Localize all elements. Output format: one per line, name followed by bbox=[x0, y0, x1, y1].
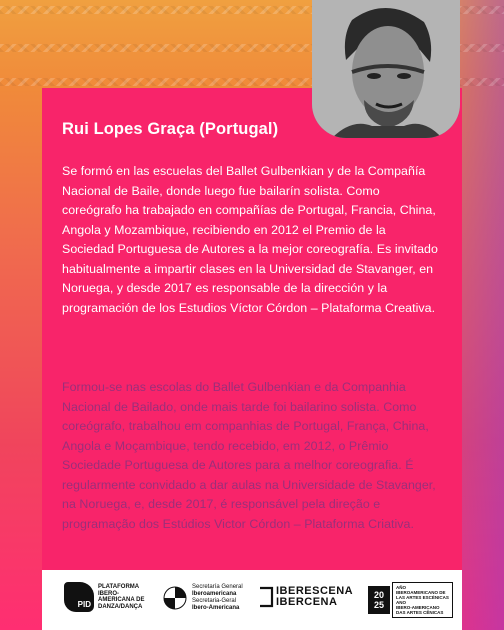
portrait-photo bbox=[312, 0, 460, 138]
iberescena-mark-icon bbox=[258, 586, 274, 608]
award-line: IBERO-AMERICANO bbox=[396, 605, 440, 610]
biography-portuguese: Formou-se nas escolas do Ballet Gulbenkian e da Companhia Nacional de Bailado, onde mais tarde foi bailarino solista. Como coreógrafo, trabalhou em companhias de Portugal, França, China, Angola e Moçambique, tendo recebido, em 2012, o Prêmio Sociedade Portuguesa de Autores para a melhor coreografia. É regularmente convidado a dar aulas na Universidade de Stavanger, na Noruega, e, desde 2017, é responsável pela direção e programação dos Estúdios Victor Córdon – Plataforma Criativa. bbox=[62, 380, 436, 531]
portrait-illustration bbox=[312, 0, 460, 138]
pid-logo-text bbox=[98, 584, 144, 610]
segib-line: Iberoamericana bbox=[192, 590, 237, 597]
award-line: ANO bbox=[396, 600, 406, 605]
pid-line: AMERICANA DE bbox=[98, 597, 145, 603]
pid-line: PLATAFORMA bbox=[98, 584, 140, 590]
pid-line: IBERO- bbox=[98, 590, 119, 597]
award-line: DAS ARTES CÊNICAS bbox=[396, 610, 444, 615]
artist-name: Rui Lopes Graça (Portugal) bbox=[62, 120, 279, 138]
segib-logo[interactable] bbox=[162, 584, 243, 611]
sponsor-footer bbox=[42, 570, 462, 630]
segib-line: Secretaria-Geral bbox=[192, 598, 237, 604]
pid-mark-icon: PID bbox=[64, 582, 94, 612]
biography-spanish: Se formó en las escuelas del Ballet Gulbenkian y de la Compañía Nacional de Baile, donde luego fue bailarín solista. Como coreógrafo ha trabajado en compañías de Portugal, Francia, China, Angola y Mozambique, recibiendo en 2012 el Premio de la Sociedad Portuguesa de Autores a la mejor coreografía. Es invitado habitualmente a impartir clases en la Universidad de Stavanger, en Noruega, y desde 2017 es responsable de la dirección y la programación de los Estudios Víctor Córdon – Plataforma Creativa. bbox=[62, 164, 438, 315]
award-line: AÑO bbox=[396, 585, 406, 590]
award-line: IBEROAMERICANO DE bbox=[396, 590, 446, 595]
award-logo[interactable] bbox=[368, 582, 453, 618]
segib-line: Secretaría General bbox=[192, 584, 243, 590]
year-top: 20 bbox=[373, 590, 384, 600]
segib-line: Ibero-Americana bbox=[192, 604, 240, 611]
pid-logo[interactable] bbox=[64, 582, 144, 612]
award-line: LAS ARTES ESCÉNICAS bbox=[396, 595, 449, 600]
year-bottom: 25 bbox=[373, 600, 384, 610]
iberescena-logo[interactable] bbox=[258, 586, 353, 608]
pid-line: DANZA/DANÇA bbox=[98, 603, 143, 610]
iberescena-logo-text bbox=[276, 586, 353, 608]
segib-mark-icon bbox=[162, 585, 188, 611]
iberescena-line: IBERESCENA bbox=[276, 585, 354, 597]
segib-logo-text bbox=[192, 584, 243, 611]
award-logo-text bbox=[392, 582, 453, 618]
year-badge-icon bbox=[368, 586, 390, 614]
iberescena-line: IBERCENA bbox=[276, 596, 338, 608]
